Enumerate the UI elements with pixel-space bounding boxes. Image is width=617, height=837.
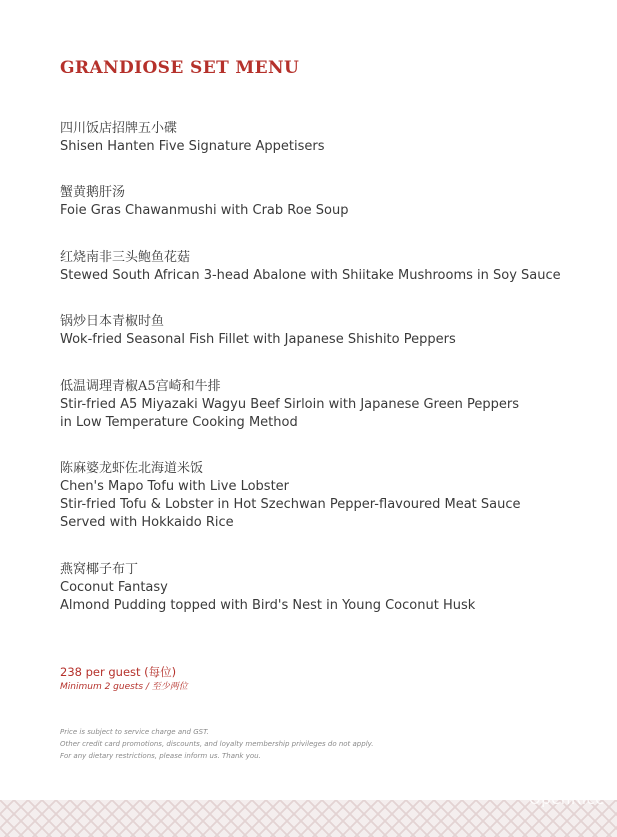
course-1 [60,120,325,156]
course-4 [60,313,456,349]
course-name-zh: 低温调理青椒A5宫崎和牛排 [60,379,221,394]
course-description-en: Stir-fried A5 Miyazaki Wagyu Beef Sirloin with Japanese Green Peppers [60,397,519,412]
course-6 [60,460,521,532]
course-name-en: Coconut Fantasy [60,580,168,595]
note-promotions: Other credit card promotions, discounts, and loyalty membership privileges do not apply. [60,740,374,748]
course-name-en: Foie Gras Chawanmushi with Crab Roe Soup [60,203,349,218]
course-description-en: Served with Hokkaido Rice [60,515,234,530]
note-dietary: For any dietary restrictions, please inform us. Thank you. [60,752,261,760]
course-name-zh: 陈麻婆龙虾佐北海道米饭 [60,461,204,476]
course-description-en: Almond Pudding topped with Bird's Nest in Young Coconut Husk [60,598,476,613]
course-name-zh: 四川饭店招牌五小碟 [60,121,178,136]
watermark: OpenRice [528,790,605,808]
course-name-en: Stewed South African 3-head Abalone with Shiitake Mushrooms in Soy Sauce [60,268,561,283]
course-name-en: Chen's Mapo Tofu with Live Lobster [60,479,290,494]
note-service-charge: Price is subject to service charge and GST. [60,728,209,736]
menu-title: GRANDIOSE SET MENU [60,58,300,78]
course-name-zh: 红烧南非三头鲍鱼花菇 [60,250,191,265]
course-name-en: Shisen Hanten Five Signature Appetisers [60,139,325,154]
course-description-en: Stir-fried Tofu & Lobster in Hot Szechwan Pepper-flavoured Meat Sauce [60,497,521,512]
minimum-guests: Minimum 2 guests / 至少两位 [60,682,188,692]
course-5 [60,378,519,432]
course-2 [60,184,349,220]
course-3 [60,249,561,285]
fine-print [60,726,373,762]
course-name-en: Wok-fried Seasonal Fish Fillet with Japanese Shishito Peppers [60,332,456,347]
course-name-zh: 蟹黄鹅肝汤 [60,185,126,200]
course-description-en: in Low Temperature Cooking Method [60,415,298,430]
course-name-zh: 燕窝椰子布丁 [60,562,139,577]
course-7 [60,561,475,615]
decorative-footer-pattern [0,800,617,837]
price-block [60,664,188,694]
course-name-zh: 锅炒日本青椒时鱼 [60,314,165,329]
price-per-guest: 238 per guest (每位) [60,665,177,679]
